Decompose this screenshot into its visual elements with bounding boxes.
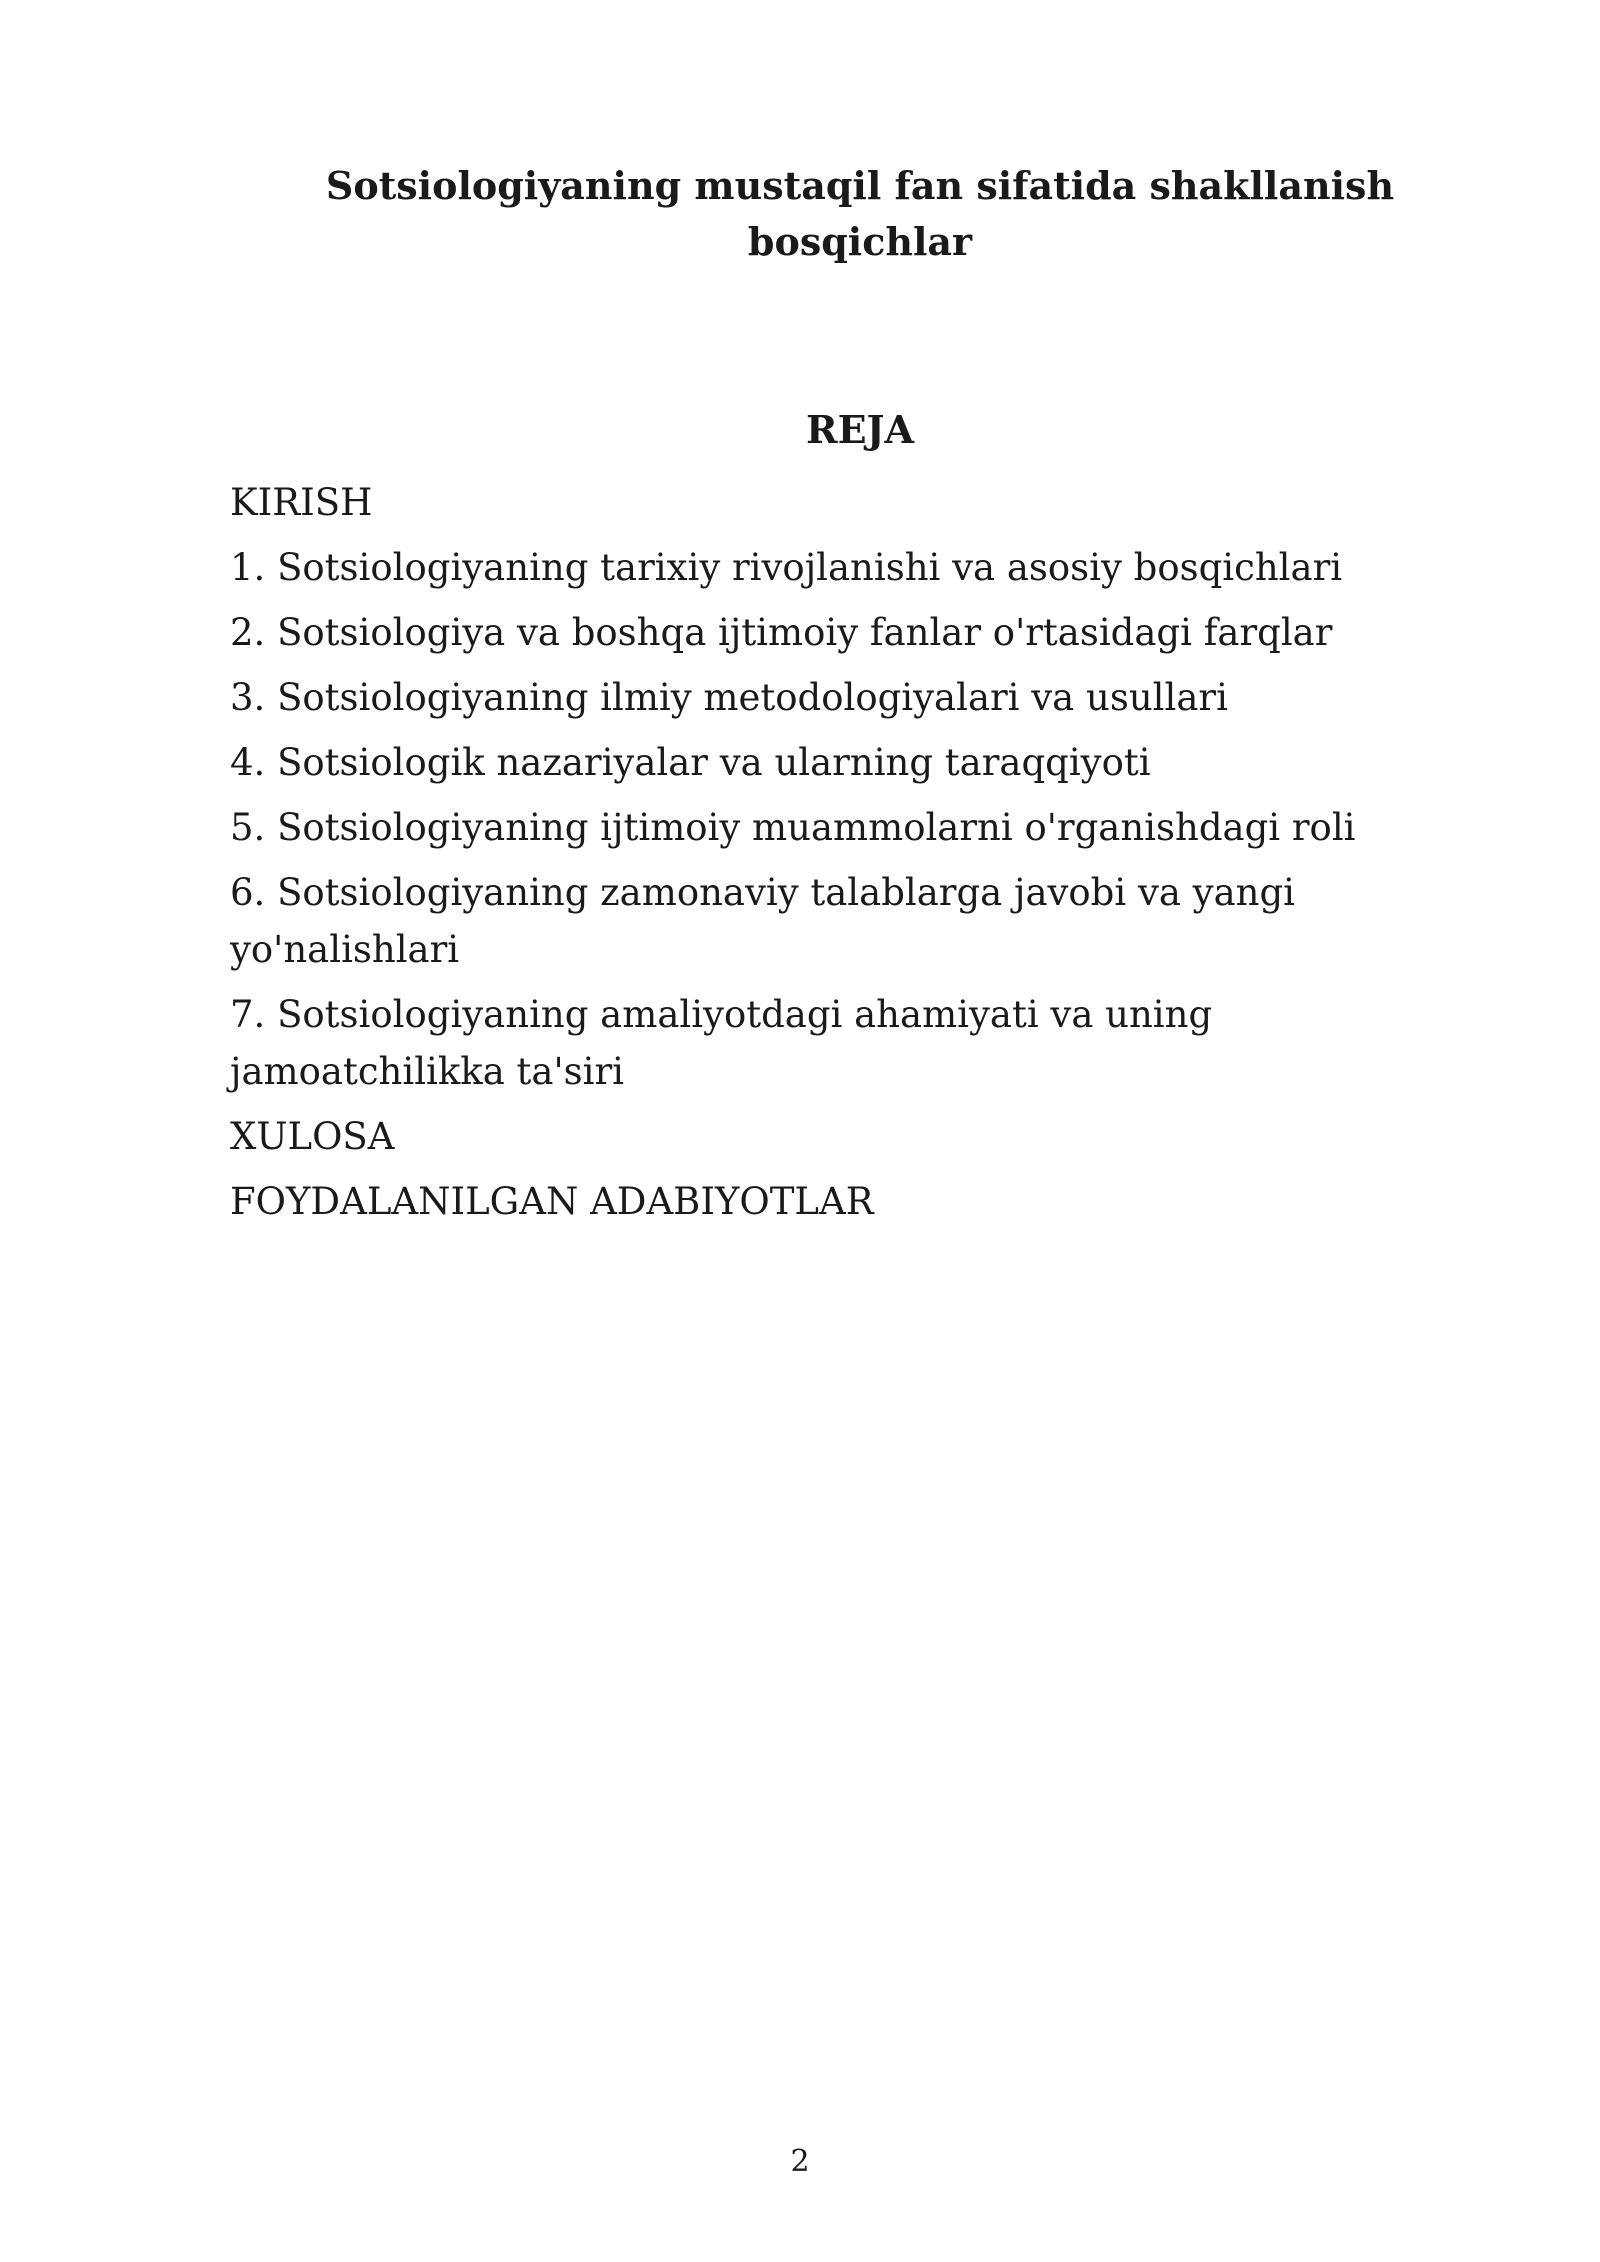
page-number: 2 [790, 2144, 810, 2179]
toc-item-3: 3. Sotsiologiyaning ilmiy metodologiyalari va usullari [230, 676, 1228, 719]
toc-item-7: 7. Sotsiologiyaning amaliyotdagi ahamiyati va uning jamoatchilikka ta'siri [230, 993, 1213, 1093]
document-title-line-2: bosqichlar [747, 219, 973, 264]
table-of-contents [230, 474, 1430, 1238]
toc-item-references: FOYDALANILGAN ADABIYOTLAR [230, 1180, 874, 1223]
toc-item-2: 2. Sotsiologiya va boshqa ijtimoiy fanlar o'rtasidagi farqlar [230, 611, 1333, 654]
plan-heading: REJA [805, 407, 914, 452]
toc-item-conclusion: XULOSA [230, 1115, 395, 1158]
document-title [300, 158, 1420, 270]
document-title-line-1: Sotsiologiyaning mustaqil fan sifatida shakllanish [325, 163, 1395, 208]
toc-item-4: 4. Sotsiologik nazariyalar va ularning taraqqiyoti [230, 741, 1151, 784]
toc-item-intro: KIRISH [230, 481, 373, 524]
toc-item-1: 1. Sotsiologiyaning tarixiy rivojlanishi va asosiy bosqichlari [230, 546, 1343, 589]
toc-item-5: 5. Sotsiologiyaning ijtimoiy muammolarni o'rganishdagi roli [230, 806, 1356, 849]
toc-item-6: 6. Sotsiologiyaning zamonaviy talablarga javobi va yangi yo'nalishlari [230, 871, 1295, 971]
